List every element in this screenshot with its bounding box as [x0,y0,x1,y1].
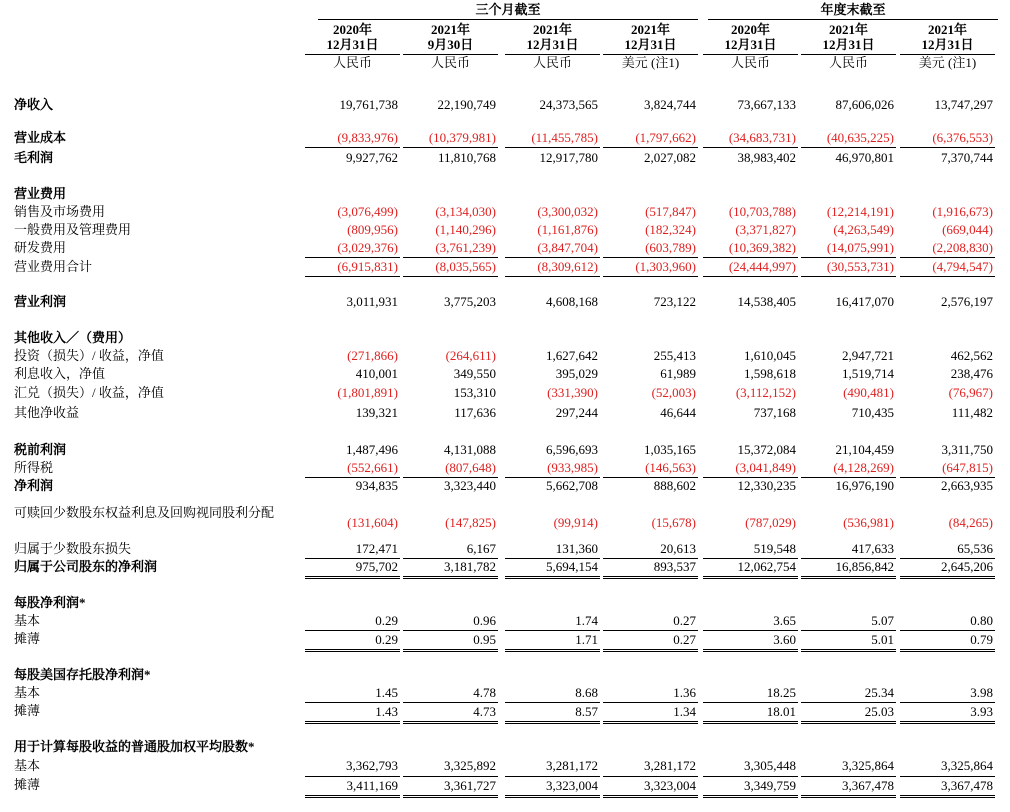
row-investment-gain [0,347,1010,365]
value-cell: (1,797,662) [603,129,698,148]
row-label: 营业利润 [14,294,67,309]
row-label: 归属于少数股东损失 [14,541,132,556]
value-cell: 3,325,864 [941,758,993,773]
value-cell: 24,373,565 [539,97,598,112]
value-cell: (10,369,382) [703,239,798,258]
value-cell: 1.45 [375,685,398,700]
column-header-currency: 人民币 [505,54,600,71]
value-cell: 3.60 [703,630,798,652]
value-cell: 2,645,206 [900,558,995,579]
row-label: 所得税 [14,460,54,475]
value-cell: 395,029 [555,366,598,381]
value-cell: 1,519,714 [842,366,894,381]
row-operating-profit [0,293,1010,311]
row-eps-basic [0,612,1010,630]
column-header-3 [505,22,600,71]
column-header-line2: 9月30日 [427,37,474,52]
value-cell: (8,035,565) [403,258,498,277]
value-cell: (1,140,296) [435,222,496,237]
value-cell: 0.27 [603,630,698,652]
value-cell: 349,550 [453,366,496,381]
value-cell: 1,487,496 [346,442,398,457]
value-cell: 172,471 [305,540,400,559]
value-cell: 238,476 [950,366,993,381]
column-header-line1: 2020年 [730,22,770,37]
value-cell: 4,131,088 [444,442,496,457]
value-cell: 1,610,045 [744,348,796,363]
row-interest-income [0,365,1010,383]
value-cell: (52,003) [651,385,696,400]
row-label: 可赎回少数股东权益利息及回购视同股利分配 [14,505,275,520]
row-other-net-income [0,404,1010,422]
column-headers [0,22,1010,78]
value-cell: 46,970,801 [835,150,894,165]
column-group-header [0,2,1010,20]
value-cell: 737,168 [753,405,796,420]
value-cell: 19,761,738 [339,97,398,112]
value-cell: 410,001 [355,366,398,381]
column-header-line2: 12月31日 [326,37,379,52]
value-cell: (182,324) [645,222,696,237]
column-header-7 [900,22,995,71]
value-cell: 3,325,892 [444,758,496,773]
value-cell: 1,598,618 [744,366,796,381]
value-cell: (12,214,191) [826,204,894,219]
column-header-line2: 12月31日 [624,37,677,52]
row-operating-expenses-heading [0,185,1010,203]
row-weighted-shares-heading [0,738,1010,756]
row-label: 基本 [14,613,41,628]
value-cell: (14,075,991) [801,239,896,258]
value-cell: 3,361,727 [403,776,498,798]
value-cell: (24,444,997) [703,258,798,277]
value-cell: 12,062,754 [703,558,798,579]
value-cell: 21,104,459 [835,442,894,457]
value-cell: 11,810,768 [437,150,496,165]
value-cell: 25.34 [864,685,894,700]
value-cell: 3,411,169 [305,776,400,798]
value-cell: 3,323,004 [603,776,698,798]
value-cell: (552,661) [305,459,400,478]
column-header-currency: 人民币 [403,54,498,71]
value-cell: (809,956) [347,222,398,237]
value-cell: 1.34 [603,702,698,724]
value-cell: 888,602 [653,478,696,493]
row-eps-ads-heading [0,666,1010,684]
column-header-6 [801,22,896,71]
row-label: 基本 [14,685,41,700]
value-cell: 117,636 [454,405,496,420]
value-cell: (3,300,032) [537,204,598,219]
column-header-line2: 12月31日 [724,37,777,52]
value-cell: (331,390) [547,385,598,400]
value-cell: 18.25 [766,685,796,700]
row-label: 营业成本 [14,130,67,145]
value-cell: 3,367,478 [900,776,995,798]
value-cell: 3.93 [900,702,995,724]
group-year-end: 年度末截至 [708,2,998,20]
row-label: 基本 [14,758,41,773]
column-header-line1: 2020年 [332,22,372,37]
row-net-profit-to-shareholders [0,558,1010,576]
value-cell: 3,824,744 [644,97,696,112]
value-cell: 15,372,084 [737,442,796,457]
value-cell: (264,611) [445,348,496,363]
value-cell: (6,915,831) [305,258,400,277]
value-cell: 6,596,693 [546,442,598,457]
value-cell: (647,815) [900,459,995,478]
column-header-line1: 2021年 [430,22,470,37]
value-cell: 5,694,154 [505,558,600,579]
row-selling-marketing [0,203,1010,221]
row-total-operating-expenses [0,258,1010,276]
value-cell: 3,367,478 [801,776,896,798]
value-cell: 2,576,197 [941,294,993,309]
value-cell: (131,604) [347,515,398,530]
row-shares-diluted [0,776,1010,794]
value-cell: (146,563) [603,459,698,478]
value-cell: 87,606,026 [835,97,894,112]
value-cell: (1,303,960) [603,258,698,277]
value-cell: 1,627,642 [546,348,598,363]
value-cell: 710,435 [851,405,894,420]
value-cell: 14,538,405 [737,294,796,309]
row-eps-ads-basic [0,684,1010,702]
column-header-line2: 12月31日 [526,37,579,52]
value-cell: 3,281,172 [546,758,598,773]
value-cell: 13,747,297 [934,97,993,112]
value-cell: 723,122 [653,294,696,309]
column-header-currency: 人民币 [305,54,400,71]
value-cell: 462,562 [950,348,993,363]
row-label: 其他收入／（费用） [14,330,132,345]
value-cell: 12,330,235 [737,478,796,493]
value-cell: 3,325,864 [842,758,894,773]
row-label: 净收入 [14,97,54,112]
row-eps-diluted [0,630,1010,648]
row-label: 摊薄 [14,703,41,718]
value-cell: 0.95 [403,630,498,652]
value-cell: 5,662,708 [546,478,598,493]
value-cell: (517,847) [645,204,696,219]
row-label: 摊薄 [14,777,41,792]
row-shares-basic [0,757,1010,775]
value-cell: 8.57 [505,702,600,724]
value-cell: (3,112,152) [735,385,796,400]
column-header-1 [305,22,400,71]
value-cell: 255,413 [653,348,696,363]
column-header-line1: 2021年 [532,22,572,37]
value-cell: (4,263,549) [833,222,894,237]
row-label: 税前利润 [14,442,67,457]
row-redeemable-nci [0,504,1010,530]
row-label: 摊薄 [14,631,41,646]
value-cell: (3,029,376) [305,239,400,258]
value-cell: (4,128,269) [801,459,896,478]
value-cell: (9,833,976) [305,129,400,148]
value-cell: 1.43 [305,702,400,724]
value-cell: (933,985) [505,459,600,478]
column-header-5 [703,22,798,71]
value-cell: (2,208,830) [900,239,995,258]
value-cell: 0.96 [473,613,496,628]
row-label: 投资（损失）/ 收益，净值 [14,348,164,363]
value-cell: 2,027,082 [644,150,696,165]
value-cell: 5.07 [871,613,894,628]
column-header-currency: 人民币 [703,54,798,71]
value-cell: (1,161,876) [537,222,598,237]
value-cell: (271,866) [347,348,398,363]
value-cell: (4,794,547) [900,258,995,277]
value-cell: (807,648) [403,459,498,478]
value-cell: 3,181,782 [403,558,498,579]
value-cell: 3.65 [773,613,796,628]
row-nci-loss [0,540,1010,558]
row-label: 其他净收益 [14,405,80,420]
value-cell: 1,035,165 [644,442,696,457]
value-cell: 3,011,931 [346,294,398,309]
value-cell: 22,190,749 [437,97,496,112]
value-cell: 4.73 [403,702,498,724]
value-cell: 65,536 [900,540,995,559]
column-header-line2: 12月31日 [822,37,875,52]
value-cell: 3,362,793 [346,758,398,773]
value-cell: 131,360 [505,540,600,559]
value-cell: (1,801,891) [337,385,398,400]
value-cell: 16,417,070 [835,294,894,309]
value-cell: 0.29 [375,613,398,628]
value-cell: (99,914) [553,515,598,530]
value-cell: 111,482 [951,405,993,420]
value-cell: 1.71 [505,630,600,652]
value-cell: (3,371,827) [735,222,796,237]
value-cell: (76,967) [948,385,993,400]
value-cell: (3,847,704) [505,239,600,258]
value-cell: 3,349,759 [703,776,798,798]
value-cell: 0.27 [673,613,696,628]
column-header-line2: 12月31日 [921,37,974,52]
value-cell: (3,076,499) [337,204,398,219]
value-cell: 297,244 [555,405,598,420]
value-cell: 16,976,190 [835,478,894,493]
row-general-admin [0,221,1010,239]
value-cell: 0.80 [970,613,993,628]
value-cell: 3,323,004 [505,776,600,798]
value-cell: 3,281,172 [644,758,696,773]
value-cell: 1.36 [673,685,696,700]
column-header-currency: 美元 (注1) [603,54,698,71]
row-income-tax [0,459,1010,477]
row-eps-heading [0,594,1010,612]
column-header-2 [403,22,498,71]
value-cell: (6,376,553) [900,129,995,148]
row-label: 净利润 [14,478,54,493]
value-cell: (84,265) [948,515,993,530]
value-cell: 0.79 [900,630,995,652]
row-exchange-gain [0,384,1010,402]
value-cell: (490,481) [843,385,894,400]
value-cell: (787,029) [745,515,796,530]
value-cell: 139,321 [355,405,398,420]
row-research-development [0,239,1010,257]
value-cell: 5.01 [801,630,896,652]
column-header-currency: 人民币 [801,54,896,71]
row-label: 一般费用及管理费用 [14,222,132,237]
row-eps-ads-diluted [0,702,1010,720]
value-cell: 20,613 [603,540,698,559]
value-cell: 12,917,780 [539,150,598,165]
value-cell: 0.29 [305,630,400,652]
column-header-line1: 2021年 [927,22,967,37]
value-cell: 893,537 [603,558,698,579]
column-header-line1: 2021年 [828,22,868,37]
value-cell: (40,635,225) [801,129,896,148]
row-label: 每股美国存托股净利润* [14,667,151,682]
value-cell: 3.98 [970,685,993,700]
row-label: 营业费用 [14,186,67,201]
value-cell: (147,825) [445,515,496,530]
row-label: 毛利润 [14,150,54,165]
value-cell: (8,309,612) [505,258,600,277]
value-cell: 4.78 [473,685,496,700]
value-cell: 153,310 [453,385,496,400]
value-cell: 7,370,744 [941,150,993,165]
row-net-revenue [0,96,1010,114]
value-cell: 6,167 [403,540,498,559]
column-header-currency: 美元 (注1) [900,54,995,71]
value-cell: 3,775,203 [444,294,496,309]
value-cell: 4,608,168 [546,294,598,309]
value-cell: 8.68 [575,685,598,700]
row-label: 用于计算每股收益的普通股加权平均股数* [14,739,255,754]
value-cell: (3,134,030) [435,204,496,219]
row-label: 研发费用 [14,240,67,255]
row-gross-profit [0,149,1010,167]
value-cell: 2,663,935 [941,478,993,493]
value-cell: (15,678) [651,515,696,530]
value-cell: (536,981) [843,515,894,530]
value-cell: 9,927,762 [346,150,398,165]
value-cell: (603,789) [603,239,698,258]
value-cell: 3,311,750 [941,442,993,457]
row-profit-before-tax [0,441,1010,459]
value-cell: 2,947,721 [842,348,894,363]
value-cell: 73,667,133 [737,97,796,112]
value-cell: 934,835 [355,478,398,493]
value-cell: 3,305,448 [744,758,796,773]
value-cell: (34,683,731) [703,129,798,148]
value-cell: (669,044) [942,222,993,237]
row-label: 营业费用合计 [14,259,93,274]
value-cell: 3,323,440 [444,478,496,493]
row-cost-of-revenue [0,129,1010,147]
value-cell: 25.03 [801,702,896,724]
value-cell: 18.01 [703,702,798,724]
row-label: 归属于公司股东的净利润 [14,559,158,574]
value-cell: 519,548 [703,540,798,559]
value-cell: (11,455,785) [505,129,600,148]
column-header-4 [603,22,698,71]
row-label: 销售及市场费用 [14,204,106,219]
value-cell: (30,553,731) [801,258,896,277]
row-other-income-heading [0,329,1010,347]
value-cell: 46,644 [660,405,696,420]
value-cell: 61,989 [660,366,696,381]
value-cell: 975,702 [305,558,400,579]
value-cell: 417,633 [801,540,896,559]
value-cell: (3,041,849) [703,459,798,478]
value-cell: (3,761,239) [403,239,498,258]
value-cell: (10,379,981) [403,129,498,148]
group-three-months: 三个月截至 [318,2,698,20]
row-label: 利息收入，净值 [14,366,106,381]
row-net-profit [0,477,1010,495]
row-label: 汇兑（损失）/ 收益，净值 [14,385,164,400]
value-cell: (1,916,673) [932,204,993,219]
value-cell: 16,856,842 [801,558,896,579]
value-cell: (10,703,788) [728,204,796,219]
value-cell: 1.74 [575,613,598,628]
value-cell: 38,983,402 [737,150,796,165]
column-header-line1: 2021年 [630,22,670,37]
row-label: 每股净利润* [14,595,86,610]
